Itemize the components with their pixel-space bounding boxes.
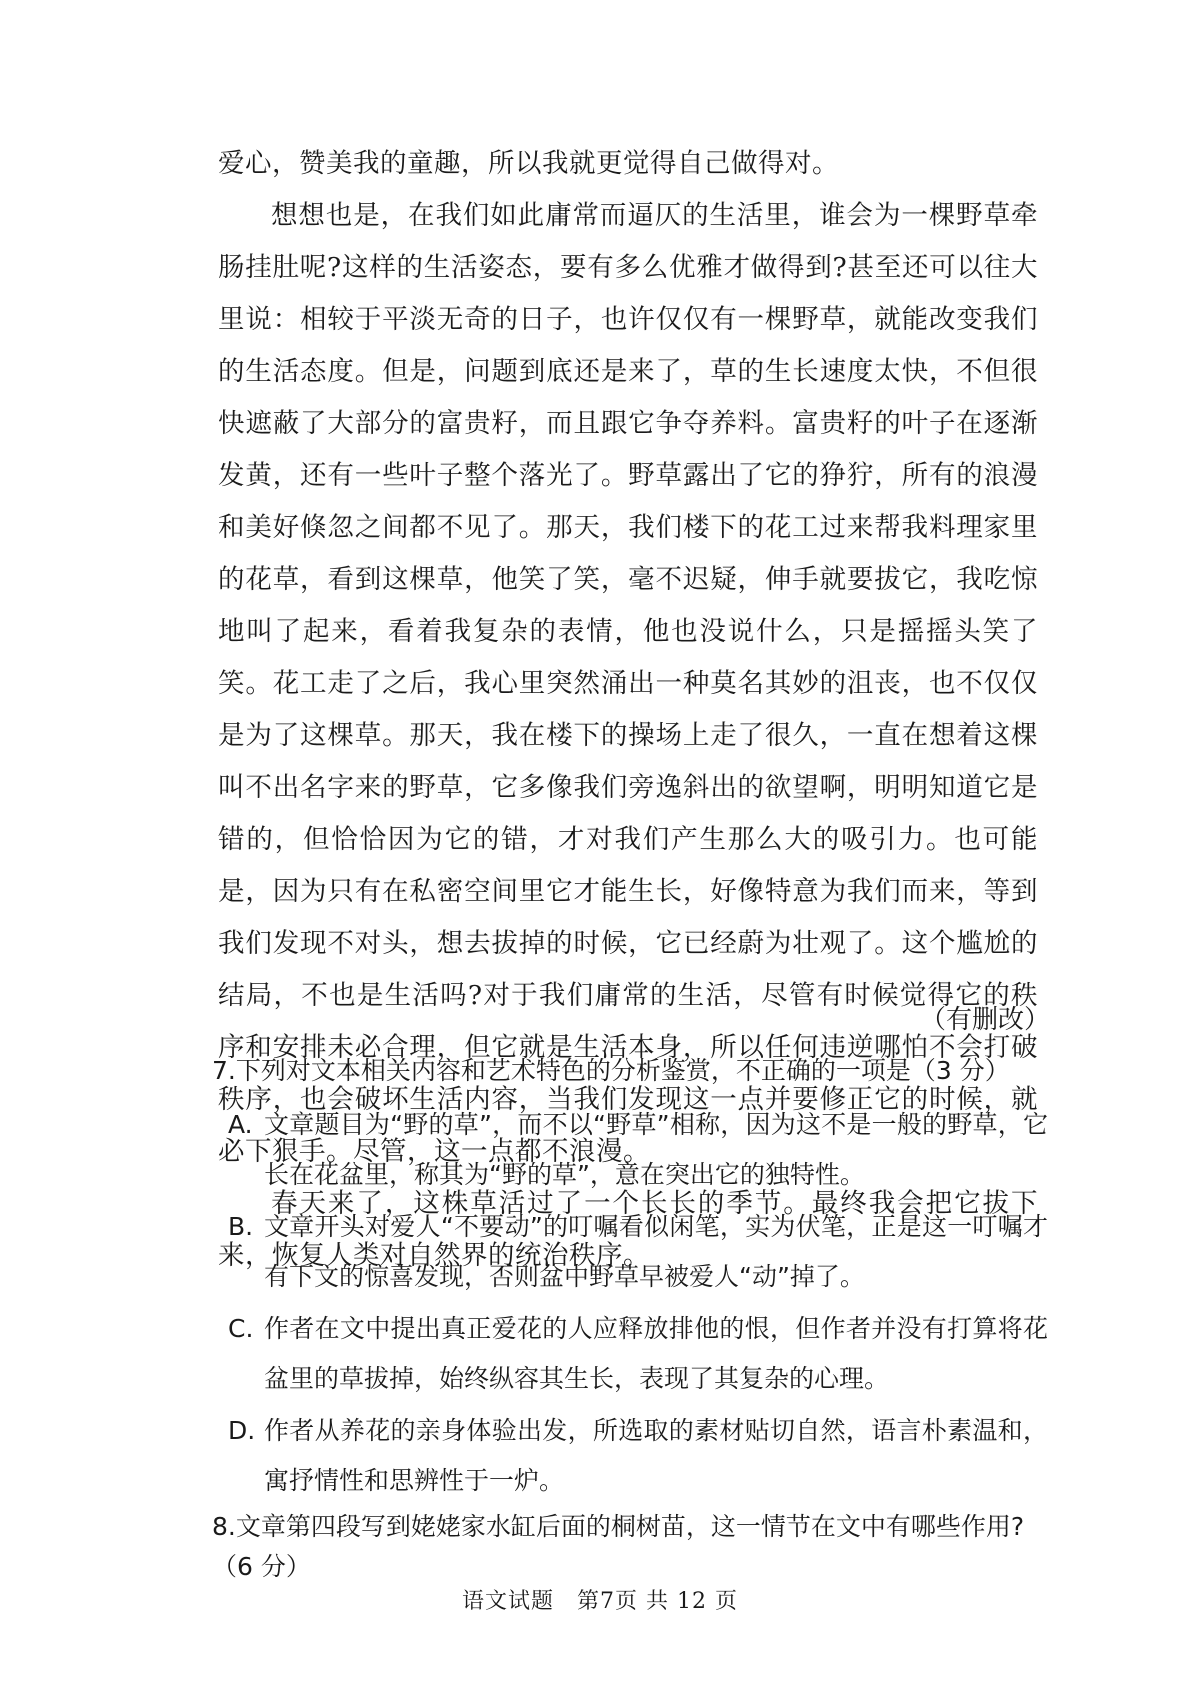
- option-d-text: 作者从养花的亲身体验出发，所选取的素材贴切自然，语言朴素温和，寓抒情性和思辨性于一炉。: [264, 1416, 1048, 1495]
- question-8-stem: 8.文章第四段写到姥姥家水缸后面的桐树苗，这一情节在文中有哪些作用?（6 分）: [212, 1512, 1025, 1581]
- option-a-letter: A.: [228, 1110, 253, 1139]
- option-a: [228, 1100, 1048, 1200]
- option-c-text: 作者在文中提出真正爱花的人应释放排他的恨，但作者并没有打算将花盆里的草拔掉，始终纵容其生长，表现了其复杂的心理。: [264, 1314, 1048, 1393]
- passage-paragraph-2: 想想也是，在我们如此庸常而逼仄的生活里，谁会为一棵野草牵肠挂肚呢?这样的生活姿态，要有多么优雅才做得到?甚至还可以往大里说：相较于平淡无奇的日子，也许仅仅有一棵野草，就能改变我们的生活态度。但是，问题到底还是来了，草的生长速度太快，不但很快遮蔽了大部分的富贵籽，而且跟它争夺养料。富贵籽的叶子在逐渐发黄，还有一些叶子整个落光了。野草露出了它的狰狞，所有的浪漫和美好倏忽之间都不见了。那天，我们楼下的花工过来帮我料理家里的花草，看到这棵草，他笑了笑，毫不迟疑，伸手就要拔它，我吃惊地叫了起来，看着我复杂的表情，他也没说什么，只是摇摇头笑了笑。花工走了之后，我心里突然涌出一种莫名其妙的沮丧，也不仅仅是为了这棵草。那天，我在楼下的操场上走了很久，一直在想着这棵叫不出名字来的野草，它多像我们旁逸斜出的欲望啊，明明知道它是错的，但恰恰因为它的错，才对我们产生那么大的吸引力。也可能是，因为只有在私密空间里它才能生长，好像特意为我们而来，等到我们发现不对头，想去拔掉的时候，它已经蔚为壮观了。这个尴尬的结局，不也是生活吗?对于我们庸常的生活，尽管有时候觉得它的秩序和安排未必合理，但它就是生活本身，所以任何违逆哪怕不会打破秩序，也会破坏生活内容，当我们发现这一点并要修正它的时候，就必下狠手。尽管，这一点都不浪漫。: [218, 200, 1038, 1167]
- option-b-text: 文章开头对爱人“不要动”的叮嘱看似闲笔，实为伏笔，正是这一叮嘱才有下文的惊喜发现，否则盆中野草早被爱人“动”掉了。: [264, 1212, 1048, 1291]
- source-note: （有删改）: [919, 1005, 1050, 1035]
- passage-paragraph-3: 春天来了，这株草活过了一个长长的季节。最终我会把它拔下来，恢复人类对自然界的统治秩序。: [218, 1188, 1038, 1271]
- option-d: [228, 1406, 1048, 1506]
- option-b-letter: B.: [228, 1212, 254, 1241]
- option-c-letter: C.: [228, 1314, 254, 1343]
- page-footer: 语文试题 第7页 共 12 页: [462, 1589, 738, 1614]
- option-a-text: 文章题目为“野的草”，而不以“野草”相称，因为这不是一般的野草，它长在花盆里，称其为“野的草”，意在突出它的独特性。: [264, 1110, 1048, 1189]
- option-c: [228, 1304, 1048, 1404]
- option-b: [228, 1202, 1048, 1302]
- question-7-stem: 7.下列对文本相关内容和艺术特色的分析鉴赏，不正确的一项是（3 分）: [212, 1056, 1010, 1085]
- passage-paragraph-1: 爱心，赞美我的童趣，所以我就更觉得自己做得对。: [218, 148, 839, 179]
- question-7-options: [228, 1100, 1048, 1508]
- option-d-letter: D.: [228, 1416, 256, 1445]
